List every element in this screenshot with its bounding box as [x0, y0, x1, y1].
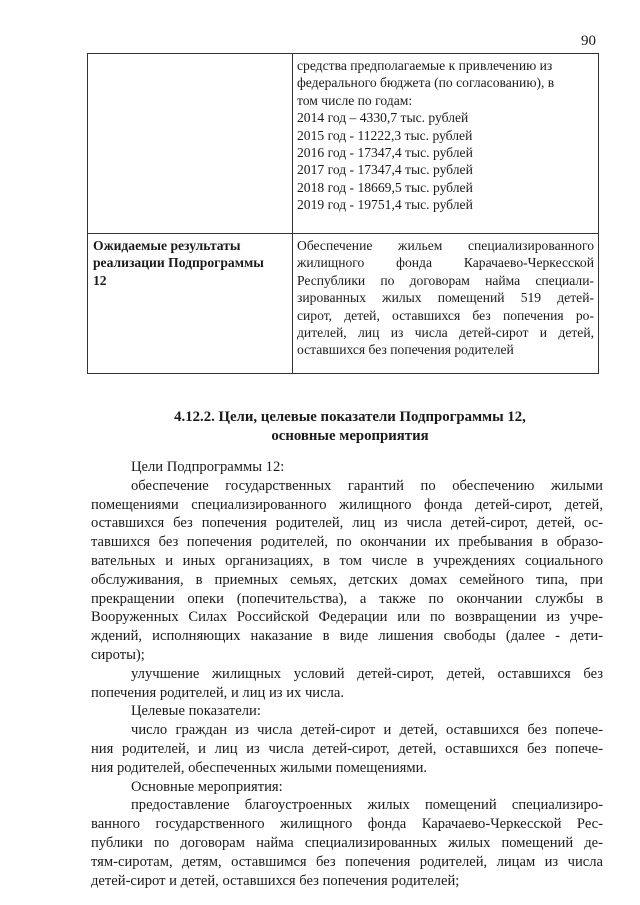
paragraph-line: помещениями специализированного жилищного фонда детей-сирот, детей,: [91, 496, 603, 513]
paragraph-line: детей-сирот и детей, оставшихся без попечения родителей;: [91, 872, 460, 889]
section-title: [100, 408, 600, 446]
results-line: Республики по договорам найма специали-: [297, 272, 594, 288]
results-line: сирот, детей, оставшихся без попечения ро-: [297, 307, 594, 323]
paragraph-line: обслуживания, в приемных семьях, детских домах семейного типа, при: [91, 571, 603, 588]
activities-paragraph: [91, 796, 603, 890]
section-title-line: 4.12.2. Цели, целевые показатели Подпрограммы 12,: [174, 409, 526, 425]
activities-heading: Основные мероприятия:: [131, 778, 283, 795]
paragraph-line: публики по договорам найма специализированных жилых помещений де-: [91, 834, 603, 851]
paragraph-line: ния родителей, обеспеченных жилыми помещениями.: [91, 759, 428, 776]
expected-results-label: [88, 234, 293, 374]
section-title-line: основные мероприятия: [271, 428, 429, 444]
paragraph-line: Вооруженных Силах Российской Федерации или по возвращении из учре-: [91, 609, 603, 626]
label-line: 12: [93, 272, 107, 288]
paragraph-line: тям-сиротам, детям, оставшимся без попечения родителей, лицам из числа: [91, 853, 603, 870]
paragraph-line: ждений, исполняющих наказание в виде лишения свободы (далее - дети-: [91, 628, 603, 645]
funding-year-2019: 2019 год - 19751,4 тыс. рублей: [297, 197, 473, 213]
funding-line: том числе по годам:: [297, 92, 413, 108]
funding-year-2014: 2014 год – 4330,7 тыс. рублей: [297, 110, 469, 126]
paragraph-line: оставшихся без попечения родителей, лиц из числа детей-сирот, детей, ос-: [91, 515, 603, 532]
funding-year-2017: 2017 год - 17347,4 тыс. рублей: [297, 162, 473, 178]
paragraph-line: тавшихся без попечения родителей, по окончании их пребывания в образо-: [91, 534, 603, 551]
paragraph-line: обеспечение государственных гарантий по обеспечению жилыми: [131, 477, 603, 494]
expected-results-text: [293, 234, 599, 374]
label-line: реализации Подпрограммы: [93, 255, 264, 271]
paragraph-line: улучшение жилищных условий детей-сирот, детей, оставшихся без: [131, 665, 603, 682]
paragraph-line: ния родителей, и лиц из числа детей-сирот, детей, оставшихся без попече-: [91, 740, 603, 757]
funding-line: средства предполагаемые к привлечению из: [297, 58, 553, 73]
paragraph-line: попечения родителей, и лиц из их числа.: [91, 684, 344, 701]
results-line: Обеспечение жильем специализированного: [297, 238, 594, 253]
indicators-heading: Целевые показатели:: [131, 703, 261, 720]
goal-paragraph-1: [91, 477, 603, 665]
results-line: зированных жилых помещений 519 детей-: [297, 290, 594, 306]
indicators-paragraph: [91, 721, 603, 777]
paragraph-line: ванного государственного жилищного фонда Карачаево-Черкесской Рес-: [91, 816, 603, 833]
table-cell-label: [88, 54, 293, 234]
paragraph-line: сироты);: [91, 646, 145, 663]
label-line: Ожидаемые результаты: [93, 238, 241, 253]
funding-year-2015: 2015 год - 11222,3 тыс. рублей: [297, 127, 473, 143]
goal-paragraph-2: [91, 665, 603, 703]
page-number: 90: [581, 33, 596, 49]
goals-heading: Цели Подпрограммы 12:: [131, 459, 285, 475]
paragraph-line: вательных и иных организациях, в том числе в учреждениях социального: [91, 552, 603, 569]
table-row: [88, 234, 599, 374]
table-row: [88, 54, 599, 234]
results-line: оставшихся без попечения родителей: [297, 342, 514, 358]
paragraph-line: прекращении опеки (попечительства), а также по окончании службы в: [91, 590, 603, 607]
paragraph-line: предоставление благоустроенных жилых помещений специализиро-: [131, 797, 603, 814]
subprogram-info-table: [87, 53, 599, 374]
funding-line: федерального бюджета (по согласованию), в: [297, 75, 555, 91]
results-line: жилищного фонда Карачаево-Черкесской: [297, 255, 594, 271]
table-cell-funding: [293, 54, 599, 234]
funding-year-2016: 2016 год - 17347,4 тыс. рублей: [297, 145, 473, 161]
body-text: [91, 458, 603, 890]
results-line: дителей, лиц из числа детей-сирот и детей,: [297, 325, 594, 341]
paragraph-line: число граждан из числа детей-сирот и детей, оставшихся без попече-: [131, 722, 603, 739]
funding-year-2018: 2018 год - 18669,5 тыс. рублей: [297, 179, 473, 195]
